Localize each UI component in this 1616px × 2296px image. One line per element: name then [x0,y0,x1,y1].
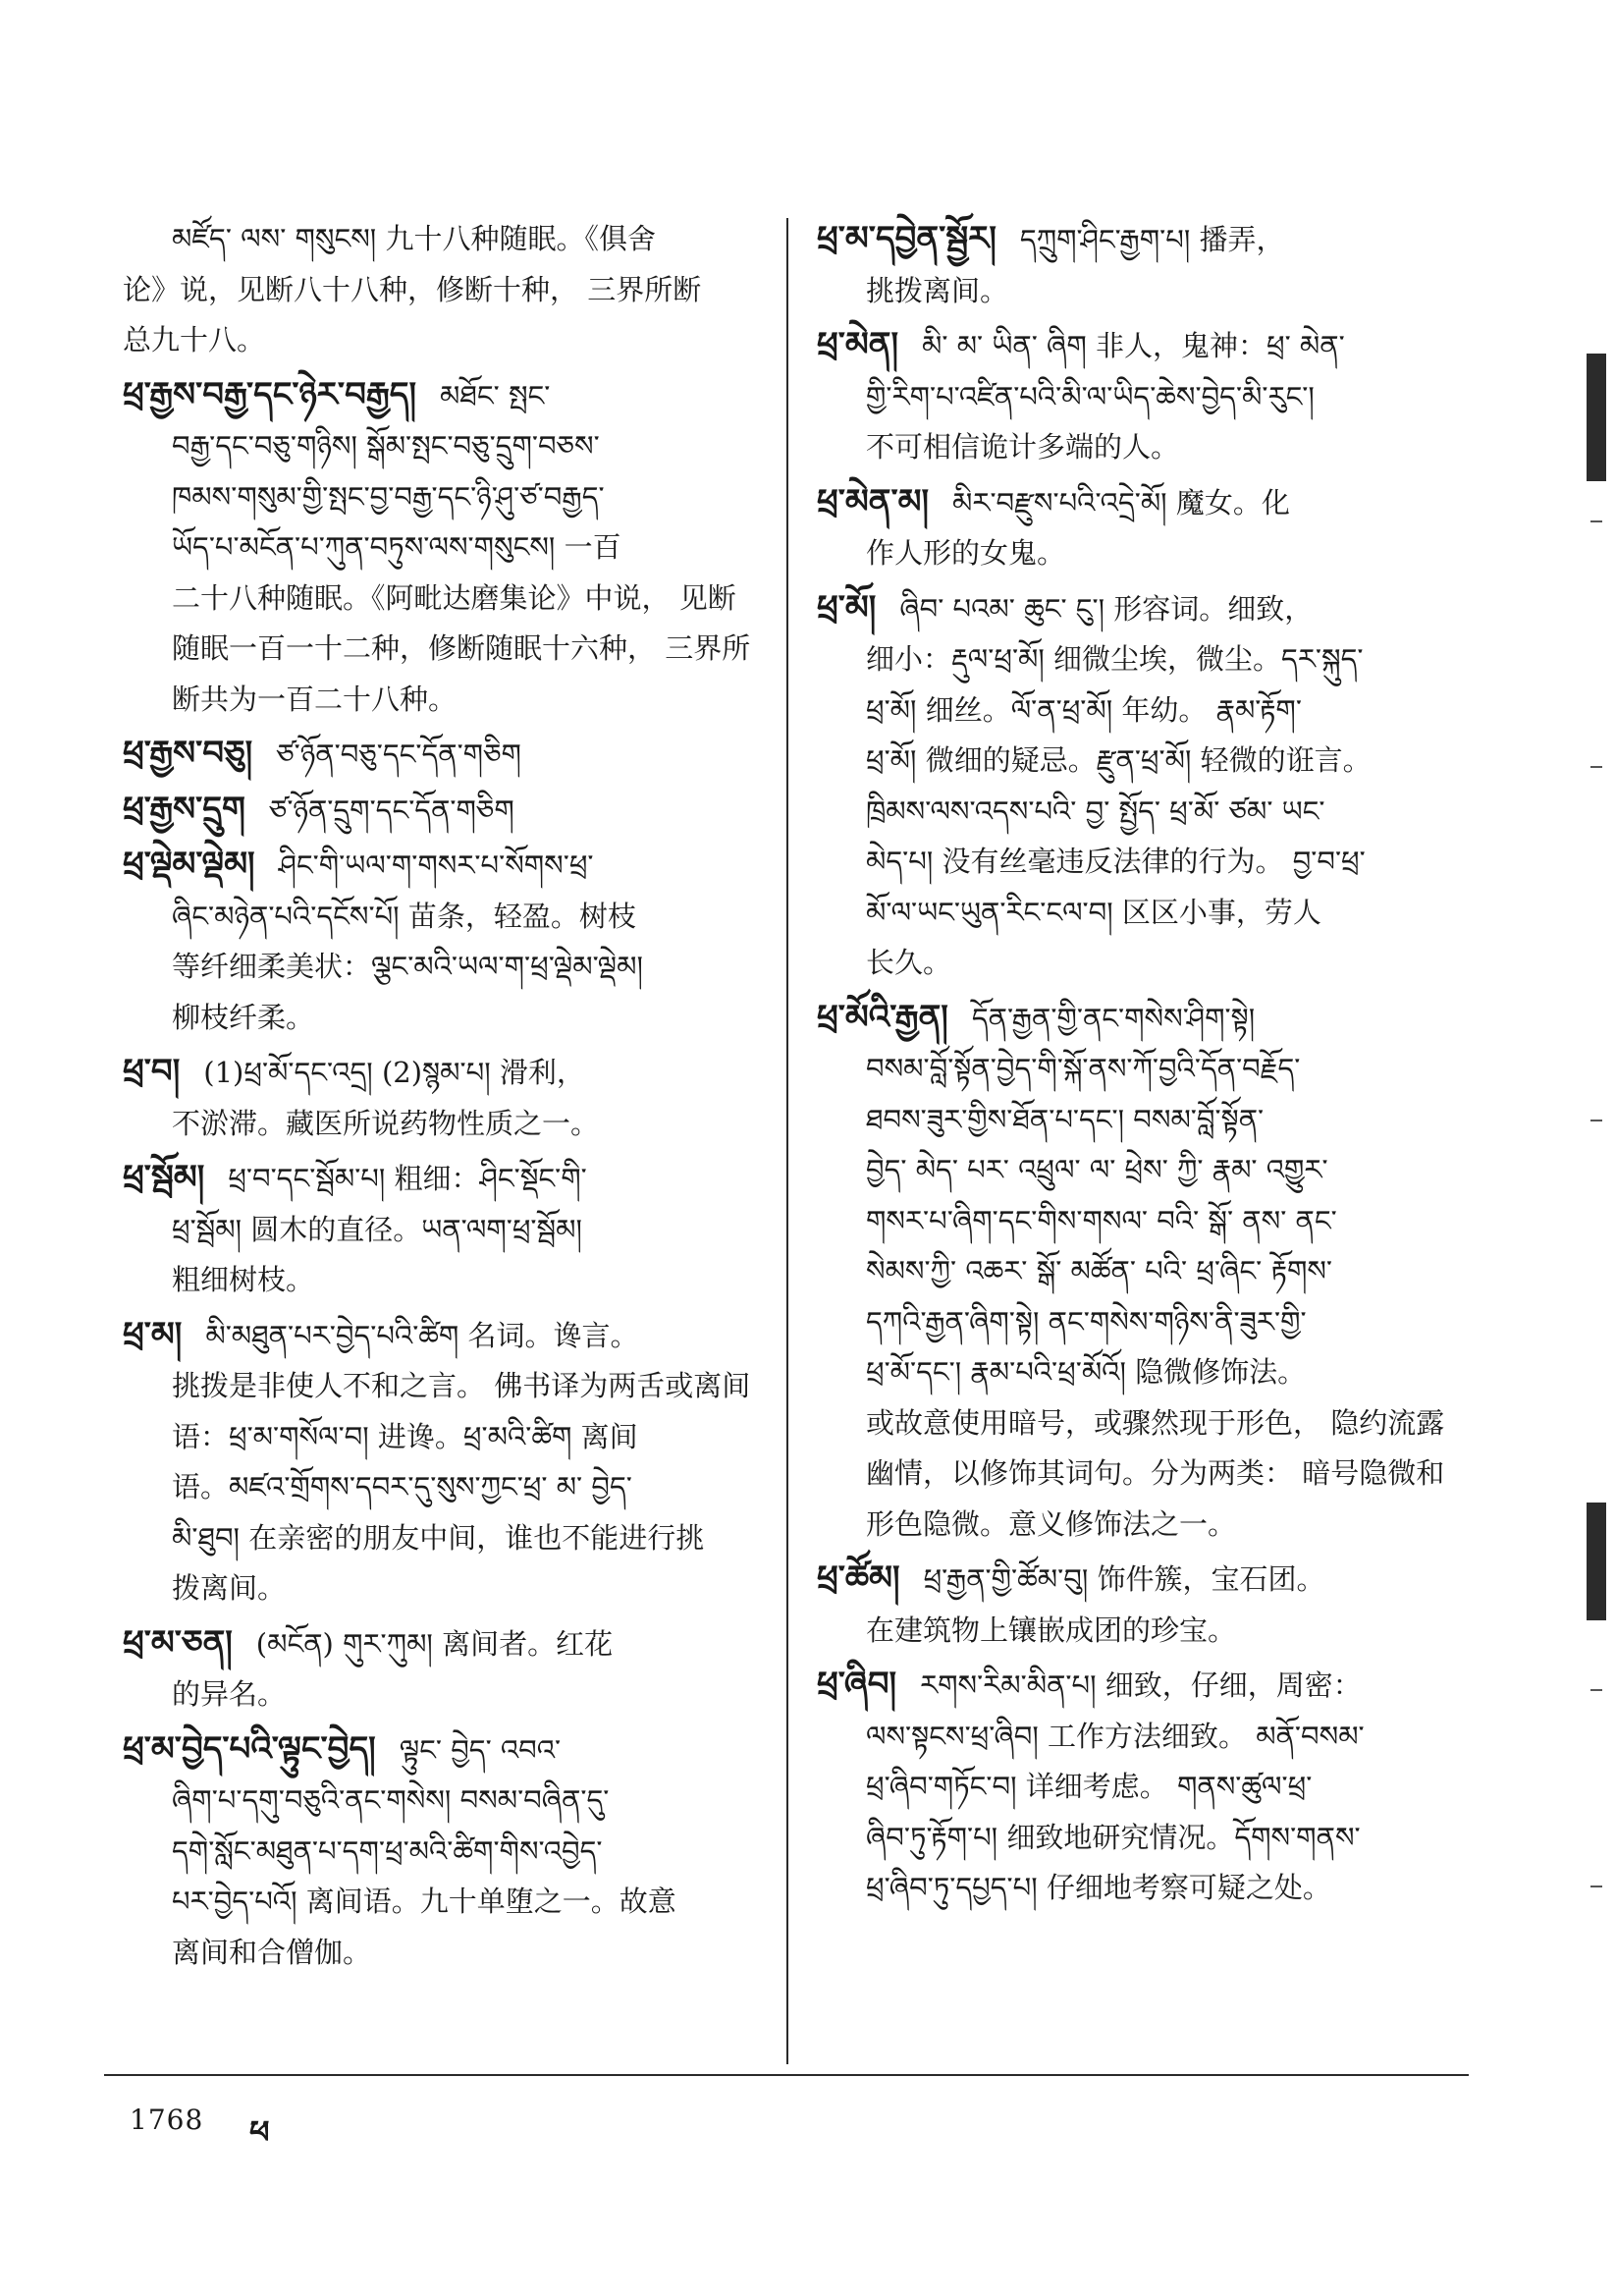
entry-line [817,266,1460,317]
entry-text: (མངོན) གུར་ཀུམ། 离间者。红花 [255,1626,614,1661]
entry-text: མེད་པ། 没有丝毫违反法律的行为。 བྱ་བ་ཕྲ་ [866,845,1366,878]
entry-text: 挑拨离间。 [866,273,1009,307]
entry-text: སེམས་ཀྱི་ འཆར་ སྒོ་ མཚོན་ པའི་ ཕྲ་ཞིང་ རྟོགས་ [866,1254,1333,1287]
scan-margin-marks [1577,354,1612,2082]
entry-line [817,993,1460,1045]
entry-headword: ཕྲ་ཚོམ། [817,1558,900,1598]
dictionary-entry [123,1153,766,1306]
entry-line [817,1606,1460,1657]
entry-line [817,422,1460,473]
entry-line [817,1246,1460,1297]
entry-text: ཐབས་ཟུར་གྱིས་ཐོན་པ་དང་། བསམ་བློ་སྟོན་ [866,1102,1265,1136]
entry-text: མཛོད་ ལས་ གསུངས། 九十八种随眠。《俱舍 [172,222,656,255]
entry-text: 作人形的女鬼。 [866,536,1066,570]
entry-text: པར་བྱེད་པའོ། 离间语。九十单堕之一。故意 [172,1885,676,1918]
entry-headword: ཕྲ་རྒྱས་བརྒྱ་དང་ཉེར་བརྒྱད། [123,374,417,414]
entry-line [817,1398,1460,1449]
entry-line [123,214,766,265]
entry-text: 在建筑物上镶嵌成团的珍宝。 [866,1613,1237,1647]
entry-text: ལྟུང་ བྱེད་ འབའ་ [399,1732,562,1767]
entry-line [123,729,766,781]
entry-text: 细小：རྡུལ་ཕྲ་མོ། 细微尘埃，微尘。དར་སྐུད་ [866,642,1364,676]
entry-text: ཕྲ་བ་དང་སྦོམ་པ། 粗细：ཤིང་སྡོང་གི་ [228,1162,587,1195]
entry-line [817,1712,1460,1763]
entry-line [123,942,766,993]
entry-line [123,840,766,892]
entry-line [817,1044,1460,1095]
entry-line [123,1513,766,1564]
entry-line [123,624,766,675]
entry-text: 二十八种随眠。《阿毗达磨集论》中说， 见断 [172,580,736,615]
entry-line [123,1563,766,1614]
entry-text: ཡོད་པ་མངོན་པ་ཀུན་བཏུས་ལས་གསུངས། 一百 [172,530,621,564]
dictionary-entry [123,1310,766,1614]
right-column [817,214,1460,1918]
entry-line [123,1724,766,1777]
entry-line [817,787,1460,838]
entry-text: 随眠一百一十二种，修断随眠十六种， 三界所 [172,631,751,665]
entry-text: མོ་ལ་ཡང་ཡུན་རིང་ངལ་བ། 区区小事，劳人 [866,895,1321,929]
entry-line [123,675,766,726]
entry-text: མི་ མ་ ཡིན་ ཞིག 非人，鬼神：ཕྲ་ མེན་ [922,329,1345,362]
entry-line [817,685,1460,737]
dictionary-entry [817,993,1460,1551]
entry-text: བྱེད་ མེད་ པར་ འཕྲུལ་ ལ་ ཕྲེས་ ཀྱི་ རྣམ་ འགྱུར་ [866,1153,1328,1186]
entry-line [123,1776,766,1827]
entry-line [123,1310,766,1362]
entry-text: ཕྲ་མོ། 微细的疑忌。རྫུན་ཕྲ་མོ། 轻微的诳言。 [866,743,1372,777]
entry-line [123,1361,766,1412]
entry-text: ཕྲ་ཞིབ་གཏོང་བ། 详细考虑。 གནས་ཚུལ་ཕྲ་ [866,1770,1313,1803]
entry-headword: ཕྲ་མོ། [817,587,877,628]
entry-text: 幽情，以修饰其词句。分为两类： 暗号隐微和 [866,1456,1445,1490]
entry-line [123,265,766,316]
entry-line [817,1554,1460,1606]
entry-text: 的异名。 [172,1677,287,1711]
entry-line [817,1196,1460,1247]
entry-line [817,372,1460,423]
entry-text: ཕྲ་རྒྱན་གྱི་ཚོམ་བུ། 饰件簇，宝石团。 [923,1562,1325,1596]
dictionary-entry [817,214,1460,316]
entry-line [817,1500,1460,1551]
entry-line [817,1145,1460,1196]
entry-line [123,1669,766,1721]
entry-text: 论》说，见断八十八种，修断十种， 三界所断 [123,272,702,306]
dictionary-entry [123,1618,766,1721]
entry-line [817,1347,1460,1398]
entry-text: 语。མཛའ་གྲོགས་དབར་དུ་སུས་ཀྱང་ཕྲ་ མ་ བྱེད་ [172,1470,632,1503]
dictionary-entry [123,214,766,366]
entry-line [817,634,1460,685]
entry-line [817,1762,1460,1813]
entry-text: ཞིབ་ པའམ་ ཆུང་ ངུ་། 形容词。细致， [899,591,1314,626]
entry-text: 语：ཕྲ་མ་གསོལ་བ། 进谗。ཕྲ་མའི་ཚིག 离间 [172,1419,638,1453]
entry-text: 拨离间。 [172,1571,287,1605]
entry-text: ཕྲ་མོ། 细丝。ལོ་ན་ཕྲ་མོ། 年幼。 རྣམ་རྟོག་ [866,692,1302,727]
entry-headword: ཕྲ་མ་བྱེད་པའི་ལྟུང་བྱེད། [123,1728,376,1769]
entry-line [817,1863,1460,1914]
column-divider [786,218,788,2064]
entry-line [123,1618,766,1670]
entry-line [817,938,1460,989]
entry-text: ཕྲ་ཞིབ་ཏུ་དཔྱད་པ། 仔细地考察可疑之处。 [866,1871,1331,1904]
dictionary-entry [817,1554,1460,1656]
entry-line [817,1297,1460,1348]
entry-line [123,1928,766,1979]
entry-text: 不可相信诡计多端的人。 [866,430,1180,464]
entry-text: ཕྲ་སྦོམ། 圆木的直径。ཡན་ལག་ཕྲ་སྦོམ། [172,1212,582,1246]
entry-text: ཁམས་གསུམ་གྱི་སྤང་བྱ་བརྒྱ་དང་ཉི་ཤུ་ཙ་བརྒྱད་ [172,479,605,514]
entry-text: 断共为一百二十八种。 [172,682,458,716]
entry-headword: ཕྲ་མ་ཅན། [123,1622,233,1663]
entry-text: མིར་བརྫུས་པའི་འདྲེ་མོ། 魔女。化 [952,485,1290,519]
dictionary-entry [123,785,766,837]
page-number: 1768 [130,2104,204,2136]
entry-text: ཞིབ་ཏུ་རྟོག་པ། 细致地研究情况。དོགས་གནས་ [866,1820,1361,1854]
footer-rule [104,2074,1469,2076]
entry-text: 粗细树枝。 [172,1263,315,1296]
entry-line [123,1827,766,1878]
entry-text: ཙ་ཉོན་བཅུ་དང་དོན་གཅིག [276,738,521,771]
entry-line [817,1660,1460,1712]
entry-text: ཞིང་མཉེན་པའི་དངོས་པོ། 苗条，轻盈。树枝 [172,899,636,933]
entry-line [817,1095,1460,1146]
entry-line [123,370,766,422]
dictionary-entry [817,477,1460,579]
entry-text: 总九十八。 [123,323,266,356]
entry-text: 等纤细柔美状：ལྕང་མའི་ཡལ་ག་ཕྲ་ལྡེམ་ལྡེམ། [172,950,643,983]
entry-text: ཤིང་གི་ཡལ་ག་གསར་པ་སོགས་ཕྲ་ [278,848,594,882]
entry-text: 长久。 [866,946,952,979]
dictionary-entry [123,729,766,781]
entry-line [817,528,1460,579]
dictionary-entry [123,1724,766,1979]
entry-line [817,837,1460,888]
entry-headword: ཕྲ་མེན་མ། [817,481,930,521]
entry-headword: ཕྲ་མོའི་རྒྱན། [817,997,948,1037]
entry-headword: ཕྲ་མ། [123,1314,183,1354]
entry-text: མཐོང་ སྤང་ [440,378,551,412]
entry-text: ཁྲིམས་ལས་འདས་པའི་ བྱ་ སྤྱོད་ ཕྲ་མོ་ ཙམ་ ཡང་ [866,793,1325,828]
entry-text: (1)ཕྲ་མོ་དང་འདྲ། (2)སྙམ་པ། 滑利， [203,1056,585,1089]
entry-line [123,1153,766,1205]
dictionary-entry [817,583,1460,989]
entry-text: ཕྲ་མོ་དང་། རྣམ་པའི་ཕྲ་མོའོ། 隐微修饰法。 [866,1355,1307,1389]
entry-text: མི་ཐུབ། 在亲密的朋友中间，谁也不能进行挑 [172,1520,705,1555]
entry-text: དོན་རྒྱན་གྱི་ནང་གསེས་ཤིག་སྟེ། [971,1001,1256,1035]
entry-headword: ཕྲ་བ། [123,1052,181,1091]
entry-line [123,1462,766,1513]
entry-text: དགེ་སློང་མཐུན་པ་དག་ཕྲ་མའི་ཚིག་གིས་འབྱེད་ [172,1833,603,1868]
entry-headword: ཕྲ་མ་དབྱེན་སྦྱོར། [817,219,997,258]
entry-line [123,892,766,943]
section-letter: ཕ [249,2113,270,2151]
entry-line [123,1047,766,1099]
entry-line [817,1813,1460,1864]
entry-line [817,736,1460,787]
entry-text: 离间和合僧伽。 [172,1935,372,1969]
entry-headword: ཕྲ་ལྡེམ་ལྡེམ། [123,845,255,884]
entry-text: དཀྲུག་ཤིང་རྒྱག་པ། 播弄， [1019,223,1285,256]
dictionary-entry [123,1047,766,1149]
entry-text: ལས་སྟངས་ཕྲ་ཞིབ། 工作方法细致。 མནོ་བསམ་ [866,1719,1365,1753]
entry-text: 形色隐微。意义修饰法之一。 [866,1506,1237,1541]
dictionary-entry [123,370,766,726]
entry-headword: ཕྲ་མེན། [817,325,899,364]
entry-text: ཙ་ཉོན་དྲུག་དང་དོན་གཅིག [268,793,514,827]
entry-line [123,1205,766,1256]
entry-text: བརྒྱ་དང་བཅུ་གཉིས། སྒོམ་སྤང་བཅུ་དྲུག་བཅས་ [172,429,600,463]
entry-line [123,574,766,625]
entry-line [123,472,766,523]
entry-line [817,583,1460,635]
entry-line [817,1449,1460,1500]
entry-line [817,320,1460,372]
entry-headword: ཕྲ་སྦོམ། [123,1158,205,1197]
entry-text: རགས་རིམ་མིན་པ། 细致，仔细，周密： [920,1668,1362,1702]
dictionary-entry [817,1660,1460,1914]
entry-text: བསམ་བློ་སྟོན་བྱེད་གི་སྐོ་ནས་ཀོ་བྱའི་དོན་བརྗོད་ [866,1052,1301,1085]
left-column [123,214,766,1982]
dictionary-entry [123,840,766,1043]
entry-text: 柳枝纤柔。 [172,1000,315,1034]
entry-text: 或故意使用暗号，或骤然现于形色， 隐约流露 [866,1405,1445,1440]
entry-line [123,1877,766,1928]
entry-line [123,1412,766,1463]
entry-line [123,522,766,574]
entry-text: མི་མཐུན་པར་བྱེད་པའི་ཚིག 名词。谗言。 [205,1318,639,1352]
entry-line [817,888,1460,939]
dictionary-entry [817,320,1460,473]
entry-line [817,214,1460,266]
entry-text: དཀའི་རྒྱན་ཞིག་སྟེ། ནང་གསེས་གཉིས་ནི་ཟུར་གྱི་ [866,1304,1307,1339]
entry-headword: ཕྲ་ཞིབ། [817,1665,897,1704]
entry-line [123,421,766,472]
entry-line [123,1255,766,1306]
entry-headword: ཕྲ་རྒྱས་བཅུ། [123,734,253,773]
entry-text: 不淤滞。藏医所说药物性质之一。 [172,1106,600,1140]
entry-line [123,315,766,366]
entry-text: གྱི་རིག་པ་འཛིན་པའི་མི་ལ་ཡིད་ཆེས་བྱེད་མི་རུང་། [866,379,1315,413]
entry-line [123,785,766,837]
entry-line [123,1099,766,1150]
entry-line [817,477,1460,529]
entry-text: གསར་པ་ཞིག་དང་གིས་གསལ་ བའི་ སྒོ་ ནས་ ནང་ [866,1203,1337,1237]
entry-text: 挑拨是非使人不和之言。 佛书译为两舌或离间 [172,1369,751,1402]
entry-headword: ཕྲ་རྒྱས་དྲུག [123,789,245,829]
entry-text: ཞིག་པ་དགུ་བཅུའི་ནང་གསེས། བསམ་བཞིན་དུ་ [172,1783,610,1817]
entry-line [123,993,766,1044]
